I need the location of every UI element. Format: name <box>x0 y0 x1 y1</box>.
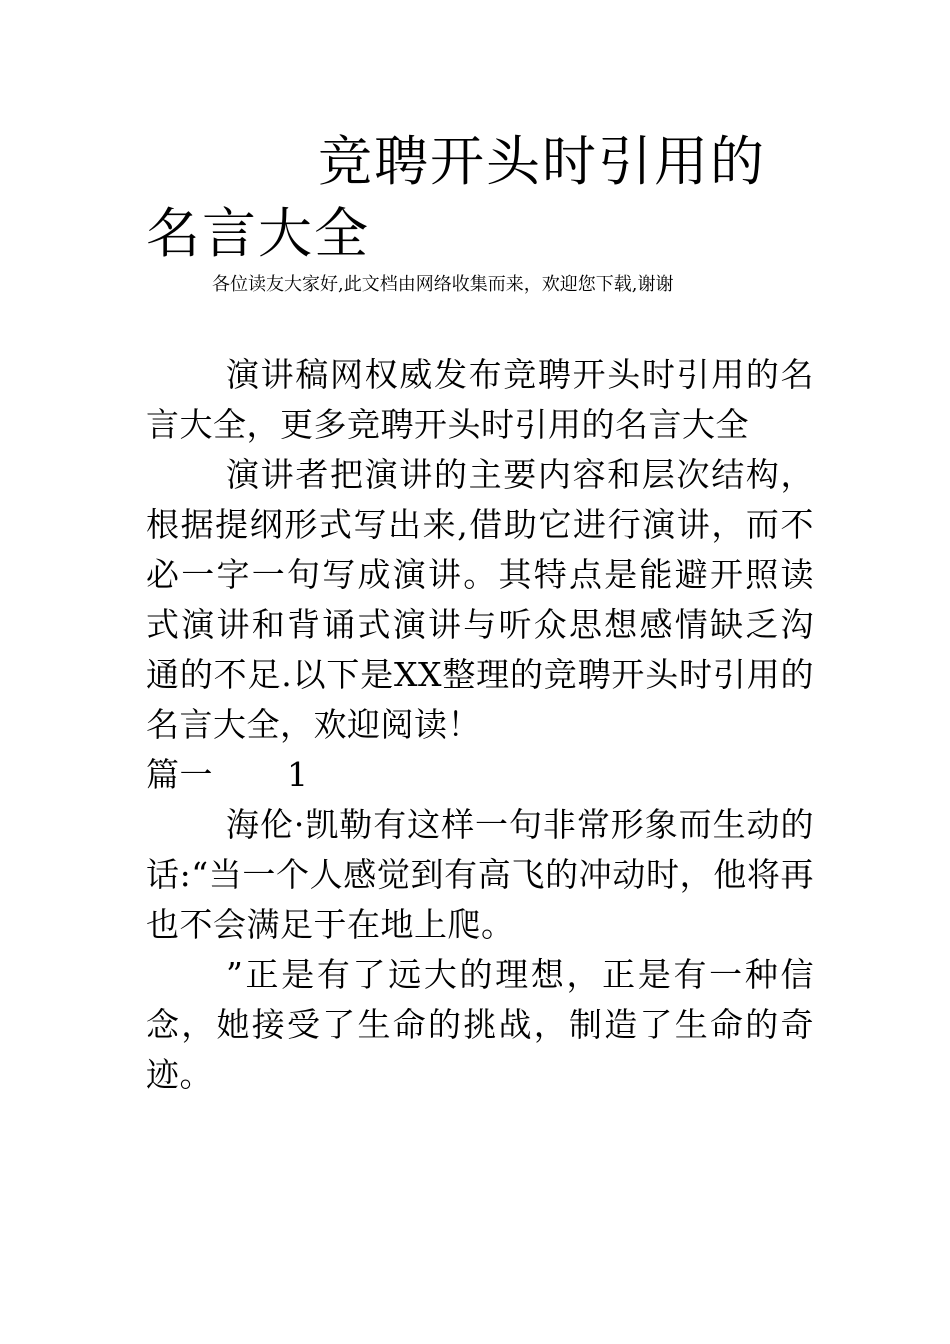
section-paragraph-2: ”正是有了远大的理想，正是有一种信念，她接受了生命的挑战，制造了生命的奇迹。 <box>146 955 814 1094</box>
document-subtitle: 各位读友大家好,此文档由网络收集而来，欢迎您下载,谢谢 <box>212 274 674 295</box>
intro-paragraph-2: 演讲者把演讲的主要内容和层次结构，根据提纲形式写出来,借助它进行演讲，而不必一字一句写成演讲。其特点是能避开照读式演讲和背诵式演讲与听众思想感情缺乏沟通的不足.以下是XX整理的竞聘开头时引用的名言大全，欢迎阅读！ <box>146 455 814 744</box>
section-heading-number: 1 <box>287 755 309 794</box>
intro-paragraph-1: 演讲稿网权威发布竞聘开头时引用的名言大全，更多竞聘开头时引用的名言大全 <box>146 355 814 444</box>
section-heading <box>146 750 814 800</box>
document-title: 竞聘开头时引用的名言大全 <box>146 130 766 265</box>
section-paragraph-1: 海伦·凯勒有这样一句非常形象而生动的话:“当一个人感觉到有高飞的冲动时，他将再也不会满足于在地上爬。 <box>146 805 814 944</box>
section-heading-label: 篇一 <box>146 755 213 794</box>
document-body <box>146 350 814 1100</box>
